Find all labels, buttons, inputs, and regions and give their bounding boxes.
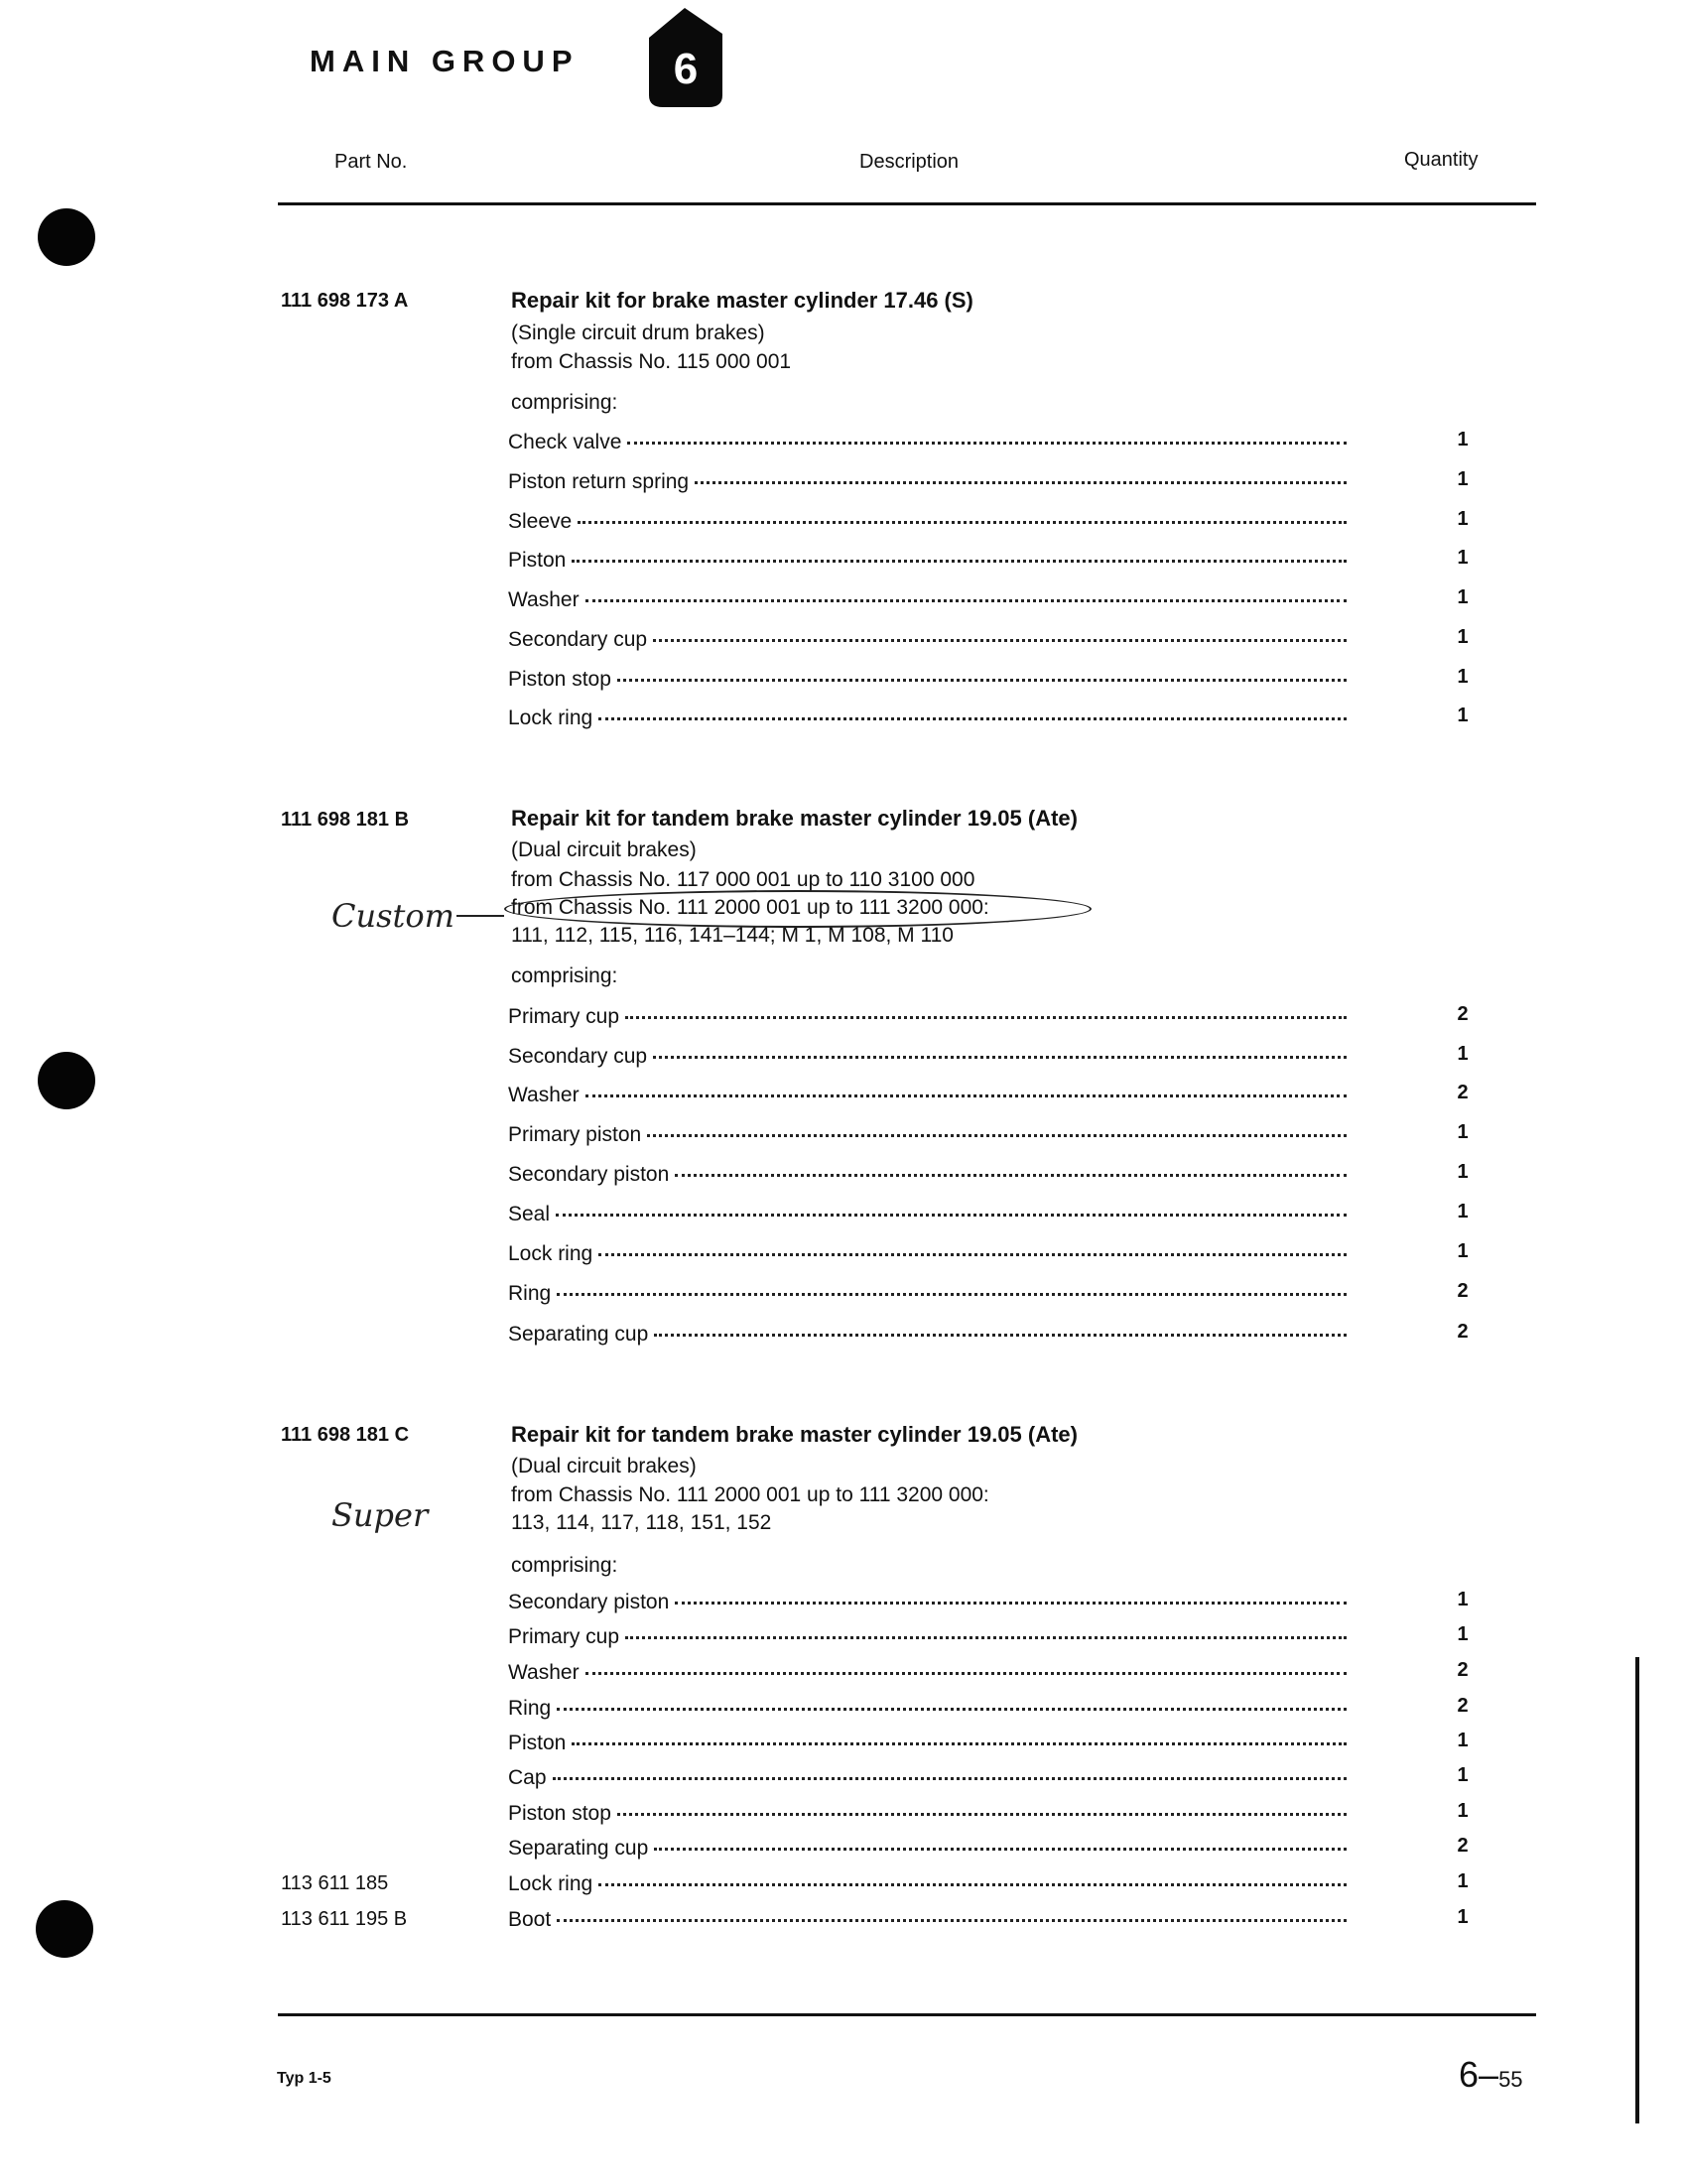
handwritten-circle-annotation <box>504 890 1092 928</box>
list-item: Primary cup <box>508 1005 1347 1029</box>
quantity-value: 1 <box>1457 1730 1469 1751</box>
list-item: Seal <box>508 1203 1347 1226</box>
list-item: Washer <box>508 588 1347 612</box>
quantity-value: 1 <box>1457 547 1469 569</box>
quantity-value: 1 <box>1457 586 1469 608</box>
group-line: from Chassis No. 111 2000 001 up to 111 3200 000: <box>511 1483 989 1506</box>
quantity-value: 1 <box>1457 1161 1469 1183</box>
quantity-value: 1 <box>1457 1623 1469 1645</box>
page-number: 6–55 <box>1459 2054 1523 2095</box>
list-item: Separating cup <box>508 1323 1347 1347</box>
column-header-part-no: Part No. <box>334 151 408 173</box>
list-item: Sleeve <box>508 510 1347 534</box>
group-line: (Single circuit drum brakes) <box>511 321 765 344</box>
list-item: Primary cup <box>508 1625 1347 1649</box>
quantity-value: 1 <box>1457 1121 1469 1143</box>
punch-hole <box>38 1052 95 1109</box>
list-item: Piston stop <box>508 668 1347 692</box>
punch-hole <box>38 208 95 266</box>
quantity-value: 1 <box>1457 508 1469 530</box>
part-number: 111 698 173 A <box>281 290 409 312</box>
list-item: Piston return spring <box>508 470 1347 494</box>
handwritten-note: Custom <box>331 897 454 935</box>
quantity-value: 1 <box>1457 1906 1469 1928</box>
list-item: Check valve <box>508 431 1347 454</box>
group-line: from Chassis No. 111 2000 001 up to 111 3200 000: <box>511 896 989 919</box>
quantity-value: 1 <box>1457 705 1469 726</box>
list-item: Secondary cup <box>508 628 1347 652</box>
quantity-value: 1 <box>1457 1240 1469 1262</box>
group-line: from Chassis No. 115 000 001 <box>511 350 792 373</box>
scan-edge-mark <box>1635 1657 1639 2123</box>
quantity-value: 1 <box>1457 429 1469 450</box>
group-number: 6 <box>673 45 699 93</box>
quantity-value: 1 <box>1457 626 1469 648</box>
list-item: Piston <box>508 549 1347 573</box>
list-item: Washer <box>508 1661 1347 1685</box>
quantity-value: 1 <box>1457 666 1469 688</box>
group-line: from Chassis No. 117 000 001 up to 110 3100 000 <box>511 868 975 891</box>
handwritten-dash <box>456 915 504 917</box>
list-item: Separating cup <box>508 1837 1347 1861</box>
group-line: (Dual circuit brakes) <box>511 1455 697 1477</box>
group-title: Repair kit for tandem brake master cylinder 19.05 (Ate) <box>511 806 1078 831</box>
list-item: Secondary piston <box>508 1163 1347 1187</box>
comprising-label: comprising: <box>511 964 618 987</box>
quantity-value: 1 <box>1457 1764 1469 1786</box>
quantity-value: 1 <box>1457 1201 1469 1222</box>
quantity-value: 2 <box>1457 1082 1469 1103</box>
list-item: Secondary cup <box>508 1045 1347 1069</box>
part-number: 111 698 181 B <box>281 809 410 831</box>
list-item: Ring <box>508 1697 1347 1721</box>
group-title: Repair kit for brake master cylinder 17.46 (S) <box>511 288 973 313</box>
quantity-value: 1 <box>1457 468 1469 490</box>
column-header-quantity: Quantity <box>1404 149 1479 171</box>
comprising-label: comprising: <box>511 1554 618 1577</box>
handwritten-note: Super <box>331 1496 429 1534</box>
footer-model: Typ 1-5 <box>277 2070 331 2087</box>
list-item: Piston stop <box>508 1802 1347 1826</box>
list-item: Primary piston <box>508 1123 1347 1147</box>
header-rule <box>278 202 1536 205</box>
part-number: 113 611 195 B <box>281 1908 408 1930</box>
part-number: 113 611 185 <box>281 1872 389 1894</box>
quantity-value: 2 <box>1457 1003 1469 1025</box>
group-title: Repair kit for tandem brake master cylinder 19.05 (Ate) <box>511 1422 1078 1447</box>
list-item: Cap <box>508 1766 1347 1790</box>
group-line: (Dual circuit brakes) <box>511 838 697 861</box>
page-title: MAIN GROUP <box>310 44 580 78</box>
part-number: 111 698 181 C <box>281 1424 410 1446</box>
list-item: Lock ring <box>508 1242 1347 1266</box>
list-item: Lock ring <box>508 707 1347 730</box>
comprising-label: comprising: <box>511 391 618 414</box>
list-item: Secondary piston <box>508 1591 1347 1614</box>
group-line: 111, 112, 115, 116, 141–144; M 1, M 108, M 110 <box>511 924 954 947</box>
quantity-value: 2 <box>1457 1280 1469 1302</box>
group-badge <box>645 4 726 111</box>
list-item: Ring <box>508 1282 1347 1306</box>
punch-hole <box>36 1900 93 1958</box>
quantity-value: 2 <box>1457 1835 1469 1857</box>
quantity-value: 1 <box>1457 1800 1469 1822</box>
list-item: Washer <box>508 1084 1347 1107</box>
footer-rule <box>278 2013 1536 2016</box>
column-header-description: Description <box>859 151 960 173</box>
quantity-value: 1 <box>1457 1043 1469 1065</box>
group-line: 113, 114, 117, 118, 151, 152 <box>511 1511 772 1534</box>
list-item: Piston <box>508 1732 1347 1755</box>
list-item: Lock ring <box>508 1872 1347 1896</box>
quantity-value: 2 <box>1457 1695 1469 1717</box>
quantity-value: 1 <box>1457 1589 1469 1610</box>
quantity-value: 1 <box>1457 1870 1469 1892</box>
list-item: Boot <box>508 1908 1347 1932</box>
quantity-value: 2 <box>1457 1321 1469 1343</box>
quantity-value: 2 <box>1457 1659 1469 1681</box>
